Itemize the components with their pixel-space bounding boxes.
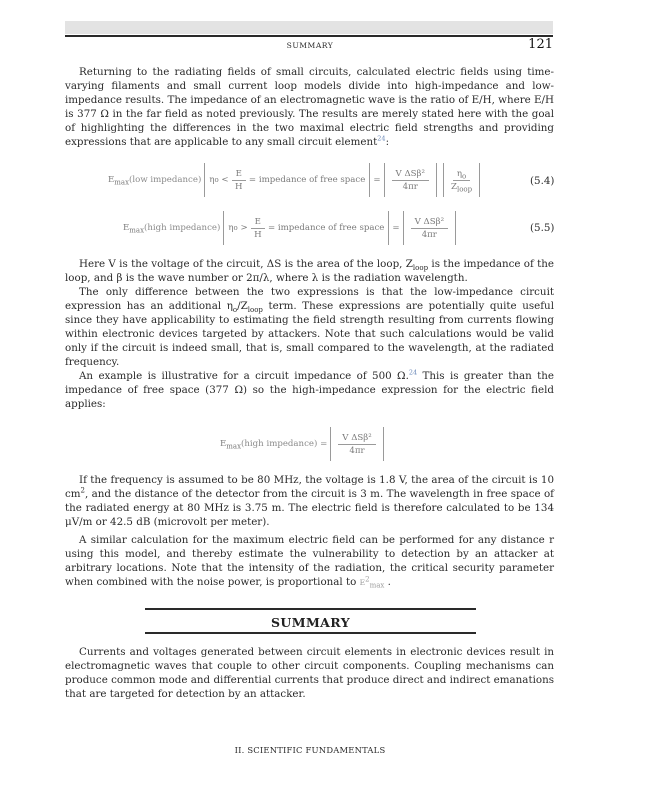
eq2-field-bracket: $\frac{\text{V ΔSβ²}}{4\pi r}$	[403, 211, 456, 245]
emax-symbol: $E_{max}$	[220, 439, 242, 451]
header-rule	[65, 35, 553, 37]
paragraph-definitions: Here V is the voltage of the circuit, ΔS is the area of the loop, $Z_{loop}$ is the impedance of the loop, and β is the wave number or 2π/λ, where λ is the radiation wavelength.	[65, 258, 554, 284]
summary-top-rule	[145, 608, 476, 610]
paragraph-intro	[65, 66, 554, 149]
equation-number-5-4: (5.4)	[530, 175, 555, 187]
paragraph-intro-text: Returning to the radiating fields of small circuits, calculated electric fields using time-varying filaments and small current loop models divide into high-impedance and low-impedance results. The impedance of an electromagnetic wave is the ratio of E/H, where E/H is 377 Ω in the far field as noted previously. The results are merely stated here with the goal of highlighting the differences in the two maximal electric field strengths and providing expressions that are applicable to any small circuit element	[65, 66, 554, 148]
emax-symbol: $E_{max}$	[108, 175, 130, 187]
paragraph-difference: The only difference between the two expressions is that the low-impedance circuit expression has an additional $\eta_o/Z_{loop}$ term. These expressions are potentially quite useful since they have applicability to estimating the field strength resulting from currents flowing within electronic devices targeted by attackers. Note that such calculations would be valid only if the circuit is indeed small, that is, small compared to the wavelength, at the radiated frequency.	[65, 286, 554, 368]
paragraph-summary: Currents and voltages generated between circuit elements in electronic devices result in electromagnetic waves that couple to other circuit components. Coupling mechanisms can produce common mode and differential currents that produce direct and indirect emanations that are targeted for detection by an attacker.	[65, 646, 554, 700]
footer-part-title: II. SCIENTIFIC FUNDAMENTALS	[234, 745, 386, 755]
eq3-field-bracket: $\frac{\text{V ΔSβ²}}{4\pi r}$	[330, 427, 383, 461]
citation-24[interactable]: 24	[377, 134, 386, 143]
page-number: 121	[528, 37, 553, 52]
eq1-equals: =	[373, 175, 381, 185]
paragraph-example: An example is illustrative for a circuit impedance of 500 Ω.$^{24}$ This is greater than the impedance of free space (377 Ω) so the high-impedance expression for the electric field applies:	[65, 368, 554, 410]
equation-number-5-5: (5.5)	[530, 222, 555, 234]
running-title: SUMMARY	[286, 41, 334, 50]
eq2-label: (high impedance)	[144, 223, 221, 233]
eq1-condition-bracket: η o < $\frac{E}{H}$ = impedance of free space	[204, 163, 370, 197]
paragraph-intro-end: :	[385, 135, 390, 148]
emax-symbol: $E_{max}$	[123, 223, 145, 235]
eq1-impedance-ratio-bracket: $\frac{\eta_o}{Z_{loop}}$	[443, 163, 480, 197]
eq3-label: (high impedance) =	[241, 439, 328, 449]
paragraph-calculation: If the frequency is assumed to be 80 MHz, the voltage is 1.8 V, the area of the circuit is 10 $cm^2$, and the distance of the detector from the circuit is 3 m. The wavelength in free space of the radiated energy at 80 MHz is 3.75 m. The electric field is therefore calculated to be 134 μV/m or 42.5 dB (microvolt per meter).	[65, 474, 554, 528]
equation-high-impedance	[220, 427, 387, 461]
eq2-condition-bracket: η o > $\frac{E}{H}$ = impedance of free space	[223, 211, 389, 245]
emax-squared: $E^2_{max}$	[359, 575, 385, 590]
paragraph-vulnerability: A similar calculation for the maximum electric field can be performed for any distance r using this model, and thereby estimate the vulnerability to detection by an attacker at arbitrary locations. Note that the intensity of the radiation, the critical security parameter when combined with the noise power, is proportional to $E^2_{max}$ .	[65, 534, 554, 590]
eq1-label: (low impedance)	[129, 175, 202, 185]
equation-5-5	[123, 211, 459, 245]
header-bar	[65, 21, 553, 34]
summary-heading: SUMMARY	[270, 615, 351, 630]
equation-5-4	[108, 163, 483, 197]
eq2-equals: =	[392, 223, 400, 233]
summary-bottom-rule	[145, 632, 476, 634]
citation-24-second[interactable]: 24	[408, 368, 418, 377]
eq1-field-bracket: $\frac{\text{V ΔSβ²}}{4\pi r}$	[384, 163, 437, 197]
